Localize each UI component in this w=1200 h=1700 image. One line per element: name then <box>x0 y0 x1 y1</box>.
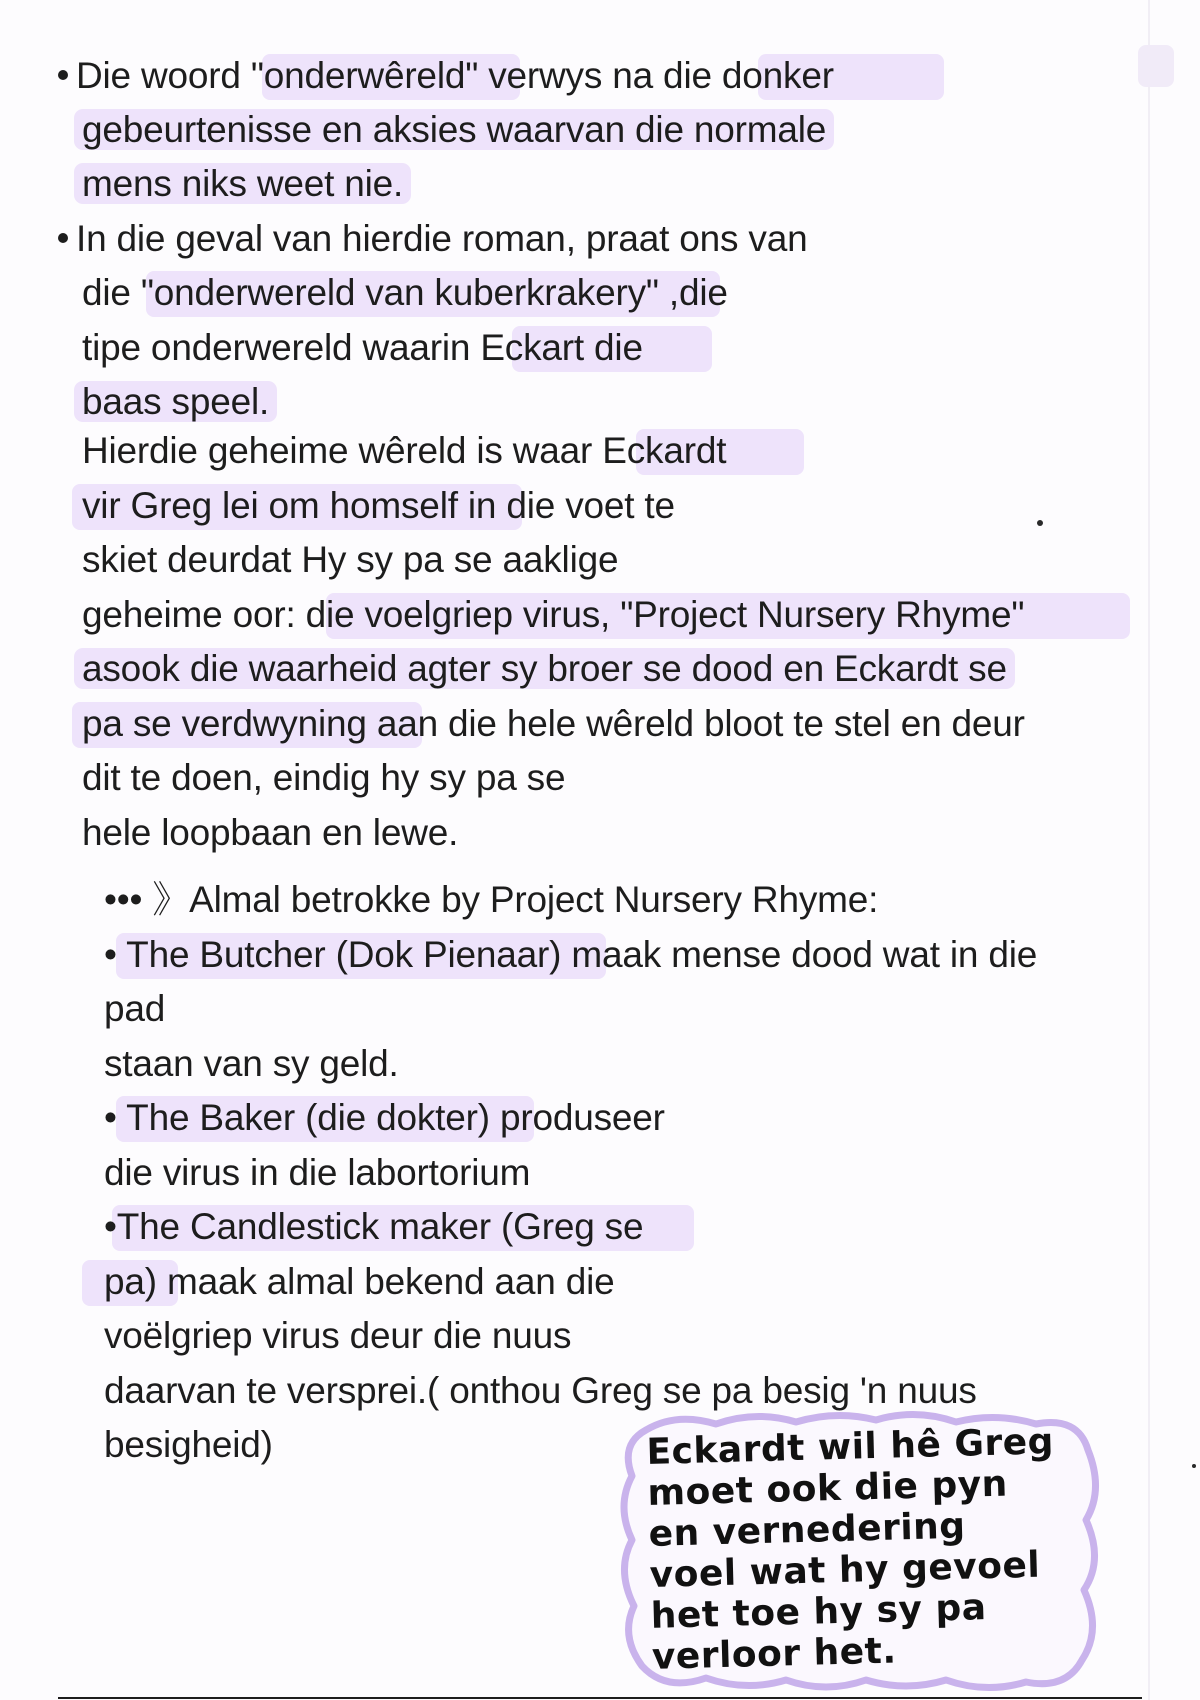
note-line: en vernedering <box>648 1505 967 1555</box>
text-line: hele loopbaan en lewe. <box>82 812 459 853</box>
note-line: voel wat hy gevoel <box>649 1544 1041 1596</box>
text-line: geheime oor: die voelgriep virus, "Project Nursery Rhyme" <box>82 594 1025 635</box>
text-line: baas speel. <box>82 378 269 426</box>
text-line: mens niks weet nie. <box>82 160 403 208</box>
text-line: Hierdie geheime wêreld is waar Eckardt <box>82 430 727 471</box>
text-line: pa se verdwyning aan die hele wêreld bloot te stel en deur <box>82 703 1025 744</box>
text-line: pa) maak almal bekend aan die <box>104 1261 615 1302</box>
bullet-icon <box>58 70 68 80</box>
note-line: moet ook die pyn <box>647 1463 1009 1514</box>
text-line: staan van sy geld. <box>104 1043 399 1084</box>
text-line: vir Greg lei om homself in die voet te <box>82 485 675 526</box>
text-line: In die geval van hierdie roman, praat ons van <box>58 215 807 263</box>
text-line: • The Butcher (Dok Pienaar) maak mense dood wat in die <box>104 934 1038 975</box>
note-line: verloor het. <box>651 1630 898 1678</box>
text-line: asook die waarheid agter sy broer se dood en Eckardt se <box>82 645 1007 693</box>
bottom-divider <box>58 1697 1142 1699</box>
text-line: die "onderwereld van kuberkrakery" ,die <box>82 272 728 313</box>
text-line: tipe onderwereld waarin Eckart die <box>82 327 643 368</box>
handwritten-note <box>616 1410 1104 1692</box>
note-text <box>646 1420 1092 1677</box>
bullet-icon <box>58 233 68 243</box>
text-line: skiet deurdat Hy sy pa se aaklige <box>82 539 619 580</box>
text-line: • The Baker (die dokter) produseer <box>104 1097 665 1138</box>
note-line: Eckardt wil hê Greg <box>646 1421 1055 1473</box>
text-line: besigheid) <box>104 1424 273 1465</box>
text-line: die virus in die labortorium <box>104 1152 531 1193</box>
text-line: daarvan te versprei.( onthou Greg se pa besig 'n nuus <box>104 1370 977 1411</box>
text-line: voëlgriep virus deur die nuus <box>104 1315 572 1356</box>
text-line: gebeurtenisse en aksies waarvan die normale <box>82 106 826 154</box>
text-line: pad <box>104 988 166 1029</box>
note-line: het toe hy sy pa <box>650 1587 988 1637</box>
text-line: Die woord "onderwêreld" verwys na die donker <box>58 52 834 100</box>
text-line: ••• 》Almal betrokke by Project Nursery Rhyme: <box>104 879 879 920</box>
text-line: dit te doen, eindig hy sy pa se <box>82 757 566 798</box>
text-line: •The Candlestick maker (Greg se <box>104 1206 644 1247</box>
